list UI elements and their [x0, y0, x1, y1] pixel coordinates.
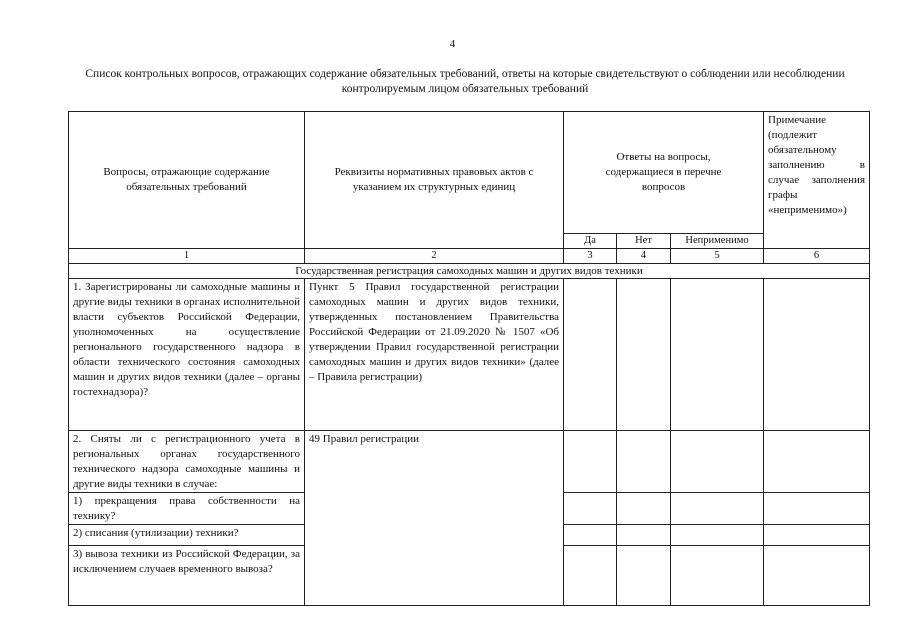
header-answer-yes: Да: [564, 234, 617, 249]
column-number-row: [69, 249, 870, 264]
answer-yes-cell[interactable]: [564, 546, 617, 606]
requisites-cell: Пункт 5 Правил государственной регистрации самоходных машин и других видов техники, утвержденных постановлением Правительства Российской Федерации от 21.09.2020 № 1507 «Об утверждении Правил государственной регистрации самоходных машин и других видов техники» (далее – Правила регистрации): [305, 279, 564, 431]
question-cell: 1) прекращения права собственности на технику?: [69, 493, 305, 525]
answer-na-cell[interactable]: [671, 546, 764, 606]
column-number: 4: [617, 249, 671, 264]
checklist-table: [68, 111, 870, 606]
note-cell[interactable]: [764, 525, 870, 546]
section-title: Государственная регистрация самоходных машин и других видов техники: [69, 264, 870, 279]
table-row: [69, 431, 870, 493]
answer-na-cell[interactable]: [671, 279, 764, 431]
note-cell[interactable]: [764, 546, 870, 606]
note-cell[interactable]: [764, 493, 870, 525]
column-number: 5: [671, 249, 764, 264]
header-answers: Ответы на вопросы, содержащиеся в перечне вопросов: [564, 112, 764, 234]
answer-no-cell[interactable]: [617, 493, 671, 525]
column-number: 6: [764, 249, 870, 264]
requisites-cell: 49 Правил регистрации: [305, 431, 564, 606]
answer-no-cell[interactable]: [617, 279, 671, 431]
answer-yes-cell[interactable]: [564, 279, 617, 431]
answer-yes-cell[interactable]: [564, 525, 617, 546]
header-requisites: Реквизиты нормативных правовых актов с указанием их структурных единиц: [305, 112, 564, 249]
page-number: 4: [449, 38, 456, 50]
header-questions: Вопросы, отражающие содержание обязательных требований: [69, 112, 305, 249]
answer-na-cell[interactable]: [671, 525, 764, 546]
answer-no-cell[interactable]: [617, 546, 671, 606]
column-number: 3: [564, 249, 617, 264]
column-number: 1: [69, 249, 305, 264]
answer-na-cell[interactable]: [671, 493, 764, 525]
table-row: [69, 279, 870, 431]
answer-na-cell[interactable]: [671, 431, 764, 493]
header-row: [69, 112, 870, 234]
question-cell: 1. Зарегистрированы ли самоходные машины и другие виды техники в органах исполнительной власти субъектов Российской Федерации, уполномоченных на осуществление регионального государственного надзора в области технического состояния самоходных машин и других видов техники (далее – органы гостехнадзора)?: [69, 279, 305, 431]
header-note: Примечание (подлежит обязательному заполнению в случае заполнения графы «неприменимо»): [764, 112, 870, 249]
note-cell[interactable]: [764, 279, 870, 431]
note-cell[interactable]: [764, 431, 870, 493]
section-row: [69, 264, 870, 279]
answer-no-cell[interactable]: [617, 525, 671, 546]
question-cell: 2. Сняты ли с регистрационного учета в региональных органах государственного технического надзора самоходные машины и другие виды техники в случае:: [69, 431, 305, 493]
document-title: Список контрольных вопросов, отражающих содержание обязательных требований, ответы на которые свидетельствуют о соблюдении или несоблюдении контролируемым лицом обязательных требований: [85, 68, 845, 95]
answer-yes-cell[interactable]: [564, 431, 617, 493]
question-cell: 2) списания (утилизации) техники?: [69, 525, 305, 546]
column-number: 2: [305, 249, 564, 264]
header-answer-na: Неприменимо: [671, 234, 764, 249]
question-cell: 3) вывоза техники из Российской Федерации, за исключением случаев временного вывоза?: [69, 546, 305, 606]
answer-no-cell[interactable]: [617, 431, 671, 493]
header-answer-no: Нет: [617, 234, 671, 249]
answer-yes-cell[interactable]: [564, 493, 617, 525]
